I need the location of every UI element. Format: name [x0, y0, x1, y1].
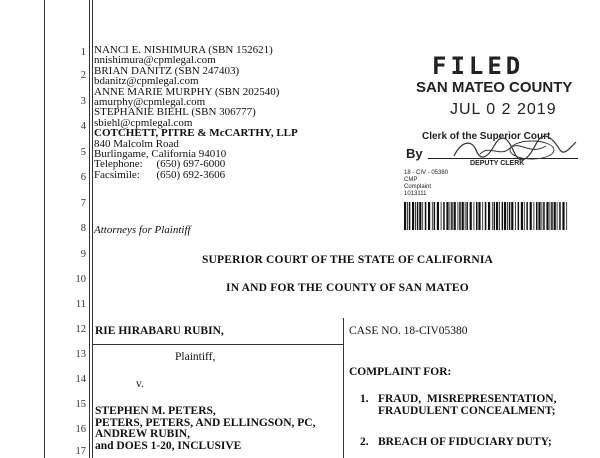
- line-number: 16: [75, 424, 86, 435]
- stamp-county: SAN MATEO COUNTY: [416, 79, 573, 96]
- claim-line: FRAUDULENT CONCEALMENT;: [378, 405, 556, 417]
- line-number: 10: [75, 274, 86, 285]
- barcode-bar: [450, 202, 451, 230]
- case-number: CASE NO. 18-CIV05380: [349, 325, 468, 337]
- barcode-bar: [462, 202, 464, 230]
- stamp-by: By: [406, 146, 423, 161]
- line-number: 5: [80, 147, 86, 158]
- barcode-bar: [543, 202, 545, 230]
- barcode-info: [404, 170, 448, 198]
- line-number: 11: [75, 299, 86, 310]
- line-number: 1: [80, 47, 86, 58]
- firm-telephone: Telephone: (650) 697-6000: [94, 158, 226, 171]
- barcode-bar: [446, 202, 448, 230]
- attorney-line: NANCI E. NISHIMURA (SBN 152621): [94, 44, 273, 56]
- barcode: [404, 202, 570, 230]
- complaint-for: COMPLAINT FOR:: [349, 366, 452, 378]
- barcode-bar: [409, 202, 411, 230]
- barcode-bar: [432, 202, 433, 230]
- firm-address: 840 Malcolm Road: [94, 137, 179, 150]
- barcode-bar: [488, 202, 490, 230]
- barcode-bar: [504, 202, 506, 230]
- versus: v.: [136, 378, 144, 390]
- court-county: IN AND FOR THE COUNTY OF SAN MATEO: [226, 282, 469, 294]
- barcode-bar: [557, 202, 558, 230]
- barcode-bar: [437, 202, 439, 230]
- barcode-bar: [451, 202, 453, 230]
- barcode-bar: [454, 202, 456, 230]
- line-number: 14: [75, 374, 86, 385]
- defendants-block: [95, 406, 315, 452]
- barcode-bar: [407, 202, 408, 230]
- barcode-doctype: Complaint: [404, 184, 432, 190]
- line-number: 9: [80, 249, 86, 260]
- barcode-bar: [428, 202, 430, 230]
- attorney-email: sbiehl@cpmlegal.com: [94, 116, 193, 129]
- claim-text: BREACH OF FIDUCIARY DUTY;: [378, 436, 552, 448]
- line-number: 7: [80, 198, 86, 209]
- barcode-bar: [419, 202, 421, 230]
- barcode-bar: [511, 202, 513, 230]
- barcode-bar: [476, 202, 478, 230]
- firm-city: Burlingame, California 94010: [94, 148, 227, 161]
- barcode-bar: [521, 202, 523, 230]
- barcode-bar: [509, 202, 511, 230]
- line-number: 17: [75, 446, 86, 457]
- barcode-bar: [518, 202, 520, 230]
- attorney-line: ANNE MARIE MURPHY (SBN 202540): [94, 85, 280, 98]
- barcode-bar: [415, 202, 416, 230]
- barcode-bar: [551, 202, 553, 230]
- defendant-line: ANDREW RUBIN,: [95, 428, 190, 440]
- barcode-bar: [412, 202, 414, 230]
- claim-number: 2.: [360, 436, 369, 448]
- attorneys-for: Attorneys for Plaintiff: [94, 224, 191, 236]
- line-number: 2: [80, 70, 86, 81]
- barcode-bar: [536, 202, 538, 230]
- line-number: 6: [80, 172, 86, 183]
- attorney-line: STEPHANIE BIEHL (SBN 306777): [94, 106, 256, 119]
- claim-number: 1.: [360, 393, 369, 405]
- stamp-clerk: Clerk of the Superior Court: [422, 131, 551, 142]
- barcode-bar: [434, 202, 436, 230]
- caption-rule: [93, 344, 343, 345]
- barcode-bar: [524, 202, 525, 230]
- barcode-bar: [502, 202, 504, 230]
- barcode-bar: [507, 202, 508, 230]
- line-number: 13: [75, 349, 86, 360]
- barcode-code: CMP: [404, 177, 418, 183]
- barcode-bar: [422, 202, 423, 230]
- barcode-bar: [478, 202, 480, 230]
- barcode-bar: [485, 202, 487, 230]
- attorney-line: BRIAN DANITZ (SBN 247403): [94, 64, 240, 77]
- barcode-bar: [443, 202, 445, 230]
- attorney-email: amurphy@cpmlegal.com: [94, 96, 206, 109]
- barcode-bar: [566, 202, 567, 230]
- barcode-bar: [470, 202, 472, 230]
- law-firm-name: COTCHETT, PITRE & McCARTHY, LLP: [94, 127, 298, 140]
- barcode-bar: [562, 202, 564, 230]
- filed-label: FILED: [432, 52, 525, 80]
- barcode-bar: [559, 202, 561, 230]
- claim-line: FRAUD, MISREPRESENTATION,: [378, 393, 557, 405]
- attorney-block: [94, 45, 298, 180]
- barcode-bar: [534, 202, 535, 230]
- barcode-bar: [515, 202, 516, 230]
- barcode-bar: [425, 202, 427, 230]
- barcode-bar: [538, 202, 540, 230]
- barcode-bar: [554, 202, 556, 230]
- attorney-email: bdanitz@cpmlegal.com: [94, 75, 199, 88]
- plaintiff-role: Plaintiff,: [175, 351, 216, 363]
- defendant-line: STEPHEN M. PETERS,: [95, 405, 216, 417]
- line-number: 3: [80, 96, 86, 107]
- barcode-bar: [404, 202, 406, 230]
- stamp-deputy: DEPUTY CLERK: [470, 160, 525, 167]
- barcode-bar: [499, 202, 500, 230]
- barcode-bar: [526, 202, 528, 230]
- barcode-bar: [550, 202, 551, 230]
- claim-text: [378, 393, 556, 417]
- plaintiff-name: RIE HIRABARU RUBIN,: [95, 325, 224, 337]
- barcode-bar: [459, 202, 461, 230]
- line-number: 4: [80, 121, 86, 132]
- court-title: SUPERIOR COURT OF THE STATE OF CALIFORNIA: [201, 254, 494, 266]
- barcode-bar: [458, 202, 459, 230]
- barcode-bar: [530, 202, 532, 230]
- margin-rule-inner-1: [89, 0, 90, 458]
- barcode-bar: [542, 202, 543, 230]
- line-number: 8: [80, 223, 86, 234]
- stamp-date: JUL 0 2 2019: [450, 101, 557, 118]
- defendant-line: and DOES 1-20, INCLUSIVE: [95, 439, 242, 452]
- defendant-line: PETERS, PETERS, AND ELLINGSON, PC,: [95, 416, 316, 429]
- barcode-bar: [492, 202, 493, 230]
- barcode-bar: [496, 202, 498, 230]
- barcode-bar: [494, 202, 496, 230]
- barcode-bar: [465, 202, 466, 230]
- line-number: 15: [75, 399, 86, 410]
- barcode-bar: [546, 202, 548, 230]
- barcode-bar: [417, 202, 419, 230]
- barcode-id: 1013111: [404, 191, 427, 197]
- caption-divider: [343, 318, 344, 458]
- barcode-bar: [482, 202, 483, 230]
- attorney-email: nnishimura@cpmlegal.com: [94, 54, 216, 67]
- barcode-case: 18 - CIV - 05380: [404, 170, 449, 176]
- barcode-bar: [474, 202, 475, 230]
- margin-rule-inner-2: [92, 0, 93, 458]
- barcode-bar: [441, 202, 442, 230]
- margin-rule-outer: [44, 0, 45, 458]
- line-number: 12: [75, 324, 86, 335]
- barcode-bar: [466, 202, 468, 230]
- firm-facsimile: Facsimile: (650) 692-3606: [94, 168, 226, 181]
